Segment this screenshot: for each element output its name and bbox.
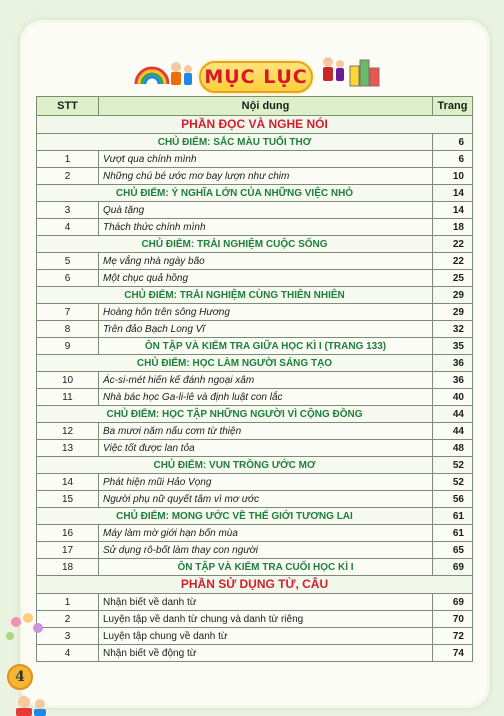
children-flowers-illustration: [2, 612, 50, 716]
content-cell: Một chục quả hồng: [99, 270, 433, 287]
page-number-cell: 74: [433, 645, 473, 662]
stt-cell: 10: [37, 372, 99, 389]
page-number: 4: [15, 669, 25, 685]
content-cell: Những chú bé ước mơ bay lượn như chim: [99, 168, 433, 185]
content-cell: Nhà bác học Ga-li-lê và định luật con lắc: [99, 389, 433, 406]
page-number-cell: 14: [433, 185, 473, 202]
table-row: [37, 542, 473, 559]
page-number-cell: 10: [433, 168, 473, 185]
table-row: [37, 372, 473, 389]
table-row: [37, 559, 473, 576]
stt-cell: 4: [37, 219, 99, 236]
page-title: MỤC LỤC: [204, 66, 308, 88]
page-number-cell: 36: [433, 372, 473, 389]
column-header-content: Nội dung: [99, 97, 433, 116]
content-cell: Máy làm mờ giới hạn bốn mùa: [99, 525, 433, 542]
stt-cell: 16: [37, 525, 99, 542]
page-number-badge: [7, 664, 33, 690]
table-row: [37, 474, 473, 491]
table-row: [37, 440, 473, 457]
page-number-cell: 6: [433, 134, 473, 151]
part-heading-row: [37, 576, 473, 594]
table-row: [37, 202, 473, 219]
table-row: [37, 645, 473, 662]
stt-cell: 17: [37, 542, 99, 559]
topic-row: [37, 185, 473, 202]
stt-cell: 15: [37, 491, 99, 508]
stt-cell: 3: [37, 202, 99, 219]
page-number-cell: 69: [433, 594, 473, 611]
content-cell: Quà tặng: [99, 202, 433, 219]
title-pill: [199, 61, 313, 93]
stt-cell: 3: [37, 628, 99, 645]
table-row: [37, 151, 473, 168]
content-cell: Thách thức chính mình: [99, 219, 433, 236]
page-number-cell: 29: [433, 304, 473, 321]
page-number-cell: 72: [433, 628, 473, 645]
content-cell: Người phụ nữ quyết tâm vì mơ ước: [99, 491, 433, 508]
topic-row: [37, 134, 473, 151]
page-number-cell: 61: [433, 525, 473, 542]
table-row: [37, 389, 473, 406]
table-row: [37, 168, 473, 185]
page-number-cell: 36: [433, 355, 473, 372]
stt-cell: 7: [37, 304, 99, 321]
stt-cell: 8: [37, 321, 99, 338]
topic-heading: CHỦ ĐIỂM: HỌC LÀM NGƯỜI SÁNG TẠO: [37, 355, 433, 372]
rainbow-children-left-illustration: [132, 54, 196, 94]
page-number-cell: 52: [433, 474, 473, 491]
column-header-page: Trang: [433, 97, 473, 116]
content-cell: Ba mươi năm nấu cơm từ thiện: [99, 423, 433, 440]
part-heading-row: [37, 116, 473, 134]
topic-row: [37, 406, 473, 423]
table-row: [37, 611, 473, 628]
content-cell: Sử dụng rô-bốt làm thay con người: [99, 542, 433, 559]
page-number-cell: 44: [433, 406, 473, 423]
stt-cell: 11: [37, 389, 99, 406]
stt-cell: 9: [37, 338, 99, 355]
topic-row: [37, 508, 473, 525]
page-number-cell: 70: [433, 611, 473, 628]
table-row: [37, 628, 473, 645]
page-number-cell: 32: [433, 321, 473, 338]
page-number-cell: 22: [433, 236, 473, 253]
topic-heading: CHỦ ĐIỂM: HỌC TẬP NHỮNG NGƯỜI VÌ CỘNG ĐỒNG: [37, 406, 433, 423]
column-header-stt: STT: [37, 97, 99, 116]
part-heading: PHẦN ĐỌC VÀ NGHE NÓI: [37, 116, 473, 134]
content-cell: Luyện tập về danh từ chung và danh từ riêng: [99, 611, 433, 628]
page-number-cell: 56: [433, 491, 473, 508]
page-number-cell: 18: [433, 219, 473, 236]
content-cell: Việc tốt được lan tỏa: [99, 440, 433, 457]
content-cell: Nhận biết về danh từ: [99, 594, 433, 611]
topic-heading: CHỦ ĐIỂM: TRẢI NGHIỆM CÙNG THIÊN NHIÊN: [37, 287, 433, 304]
stt-cell: 6: [37, 270, 99, 287]
page-number-cell: 29: [433, 287, 473, 304]
stt-cell: 1: [37, 594, 99, 611]
stt-cell: 13: [37, 440, 99, 457]
table-row: [37, 321, 473, 338]
topic-row: [37, 457, 473, 474]
topic-heading: CHỦ ĐIỂM: TRẢI NGHIỆM CUỘC SỐNG: [37, 236, 433, 253]
title-banner: [0, 58, 504, 94]
page-number-cell: 40: [433, 389, 473, 406]
table-row: [37, 304, 473, 321]
table-row: [37, 253, 473, 270]
page-number-cell: 35: [433, 338, 473, 355]
part-heading: PHẦN SỬ DỤNG TỪ, CÂU: [37, 576, 473, 594]
page-number-cell: 14: [433, 202, 473, 219]
content-cell: Luyện tập chung về danh từ: [99, 628, 433, 645]
page-number-cell: 25: [433, 270, 473, 287]
toc-table: [36, 96, 473, 662]
content-cell: Ác-si-mét hiến kế đánh ngoại xâm: [99, 372, 433, 389]
content-cell: Vượt qua chính mình: [99, 151, 433, 168]
stt-cell: 2: [37, 168, 99, 185]
page-number-cell: 52: [433, 457, 473, 474]
topic-heading: CHỦ ĐIỂM: MONG ƯỚC VỀ THẾ GIỚI TƯƠNG LAI: [37, 508, 433, 525]
content-cell: Mẹ vắng nhà ngày bão: [99, 253, 433, 270]
stt-cell: 2: [37, 611, 99, 628]
stt-cell: 18: [37, 559, 99, 576]
page-number-cell: 69: [433, 559, 473, 576]
page-number-cell: 6: [433, 151, 473, 168]
page-number-cell: 22: [433, 253, 473, 270]
table-row: [37, 270, 473, 287]
stt-cell: 4: [37, 645, 99, 662]
table-row: [37, 219, 473, 236]
content-cell: Phát hiện mũi Hảo Vọng: [99, 474, 433, 491]
topic-heading: CHỦ ĐIỂM: VUN TRỒNG ƯỚC MƠ: [37, 457, 433, 474]
table-row: [37, 491, 473, 508]
content-cell: Nhận biết về động từ: [99, 645, 433, 662]
content-cell: Trên đảo Bạch Long Vĩ: [99, 321, 433, 338]
stt-cell: 5: [37, 253, 99, 270]
topic-heading: CHỦ ĐIỂM: Ý NGHĨA LỚN CỦA NHỮNG VIỆC NHỎ: [37, 185, 433, 202]
topic-heading: CHỦ ĐIỂM: SẮC MÀU TUỔI THƠ: [37, 134, 433, 151]
topic-row: [37, 236, 473, 253]
topic-row: [37, 355, 473, 372]
stt-cell: 12: [37, 423, 99, 440]
stt-cell: 1: [37, 151, 99, 168]
table-row: [37, 338, 473, 355]
page-number-cell: 44: [433, 423, 473, 440]
topic-row: [37, 287, 473, 304]
stt-cell: 14: [37, 474, 99, 491]
toc-body: [37, 116, 473, 662]
page-number-cell: 48: [433, 440, 473, 457]
toc-header-row: [37, 97, 473, 116]
table-row: [37, 525, 473, 542]
exam-title-cell: ÔN TẬP VÀ KIỂM TRA GIỮA HỌC KÌ I (TRANG 133): [99, 338, 433, 355]
content-cell: Hoàng hôn trên sông Hương: [99, 304, 433, 321]
table-row: [37, 594, 473, 611]
table-row: [37, 423, 473, 440]
exam-title-cell: ÔN TẬP VÀ KIỂM TRA CUỐI HỌC KÌ I: [99, 559, 433, 576]
page-number-cell: 61: [433, 508, 473, 525]
page-number-cell: 65: [433, 542, 473, 559]
children-books-right-illustration: [318, 52, 382, 94]
